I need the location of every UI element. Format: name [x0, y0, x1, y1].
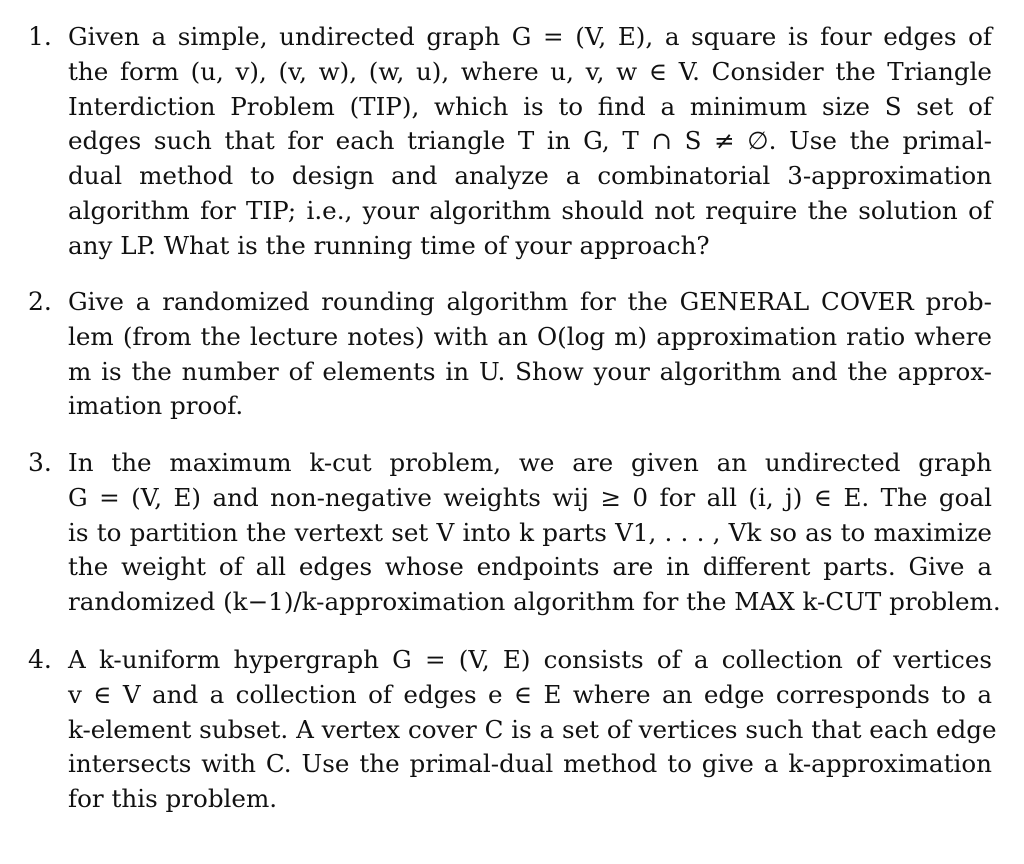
- problem-text: [68, 446, 1001, 620]
- text-line: k-element subset. A vertex cover C is a set of vertices such that each edge: [68, 714, 997, 744]
- problem-text: [68, 643, 997, 817]
- text-line: A k-uniform hypergraph G = (V, E) consists of a collection of vertices: [68, 645, 992, 674]
- text-line: In the maximum k-cut problem, we are given an undirected graph: [68, 448, 992, 477]
- text-line: intersects with C. Use the primal-dual method to give a k-approximation: [68, 749, 992, 779]
- text-line: m is the number of elements in U. Show your algorithm and the approx-: [68, 356, 992, 386]
- text-line: randomized (k−1)/k-approximation algorithm for the MAX k-CUT problem.: [68, 587, 1001, 617]
- problem-text: [68, 285, 992, 424]
- text-line: v ∈ V and a collection of edges e ∈ E where an edge corresponds to a: [68, 679, 992, 709]
- text-line: Given a simple, undirected graph G = (V, E), a square is four edges of: [68, 22, 992, 51]
- problem-number: 3.: [28, 448, 52, 477]
- text-line: Interdiction Problem (TIP), which is to find a minimum size S set of: [68, 91, 992, 121]
- text-line: algorithm for TIP; i.e., your algorithm should not require the solution of: [68, 195, 992, 225]
- text-line: is to partition the vertext set V into k parts V1, . . . , Vk so as to maximize: [68, 517, 992, 547]
- problem-number: 2.: [28, 287, 52, 316]
- text-line: the weight of all edges whose endpoints are in different parts. Give a: [68, 552, 992, 582]
- problem-number: 1.: [28, 22, 52, 51]
- problem-text: [68, 20, 992, 264]
- text-line: Give a randomized rounding algorithm for the GENERAL COVER prob-: [68, 287, 992, 316]
- text-line: edges such that for each triangle T in G, T ∩ S ≠ ∅. Use the primal-: [68, 126, 992, 156]
- text-line: the form (u, v), (v, w), (w, u), where u, v, w ∈ V. Consider the Triangle: [68, 56, 992, 86]
- problem-number: 4.: [28, 645, 52, 674]
- text-line: G = (V, E) and non-negative weights wij ≥ 0 for all (i, j) ∈ E. The goal: [68, 482, 992, 512]
- text-line: lem (from the lecture notes) with an O(log m) approximation ratio where: [68, 321, 992, 351]
- text-line: dual method to design and analyze a combinatorial 3-approximation: [68, 161, 992, 191]
- text-line: imation proof.: [68, 391, 244, 421]
- text-line: for this problem.: [68, 784, 278, 814]
- text-line: any LP. What is the running time of your approach?: [68, 230, 710, 260]
